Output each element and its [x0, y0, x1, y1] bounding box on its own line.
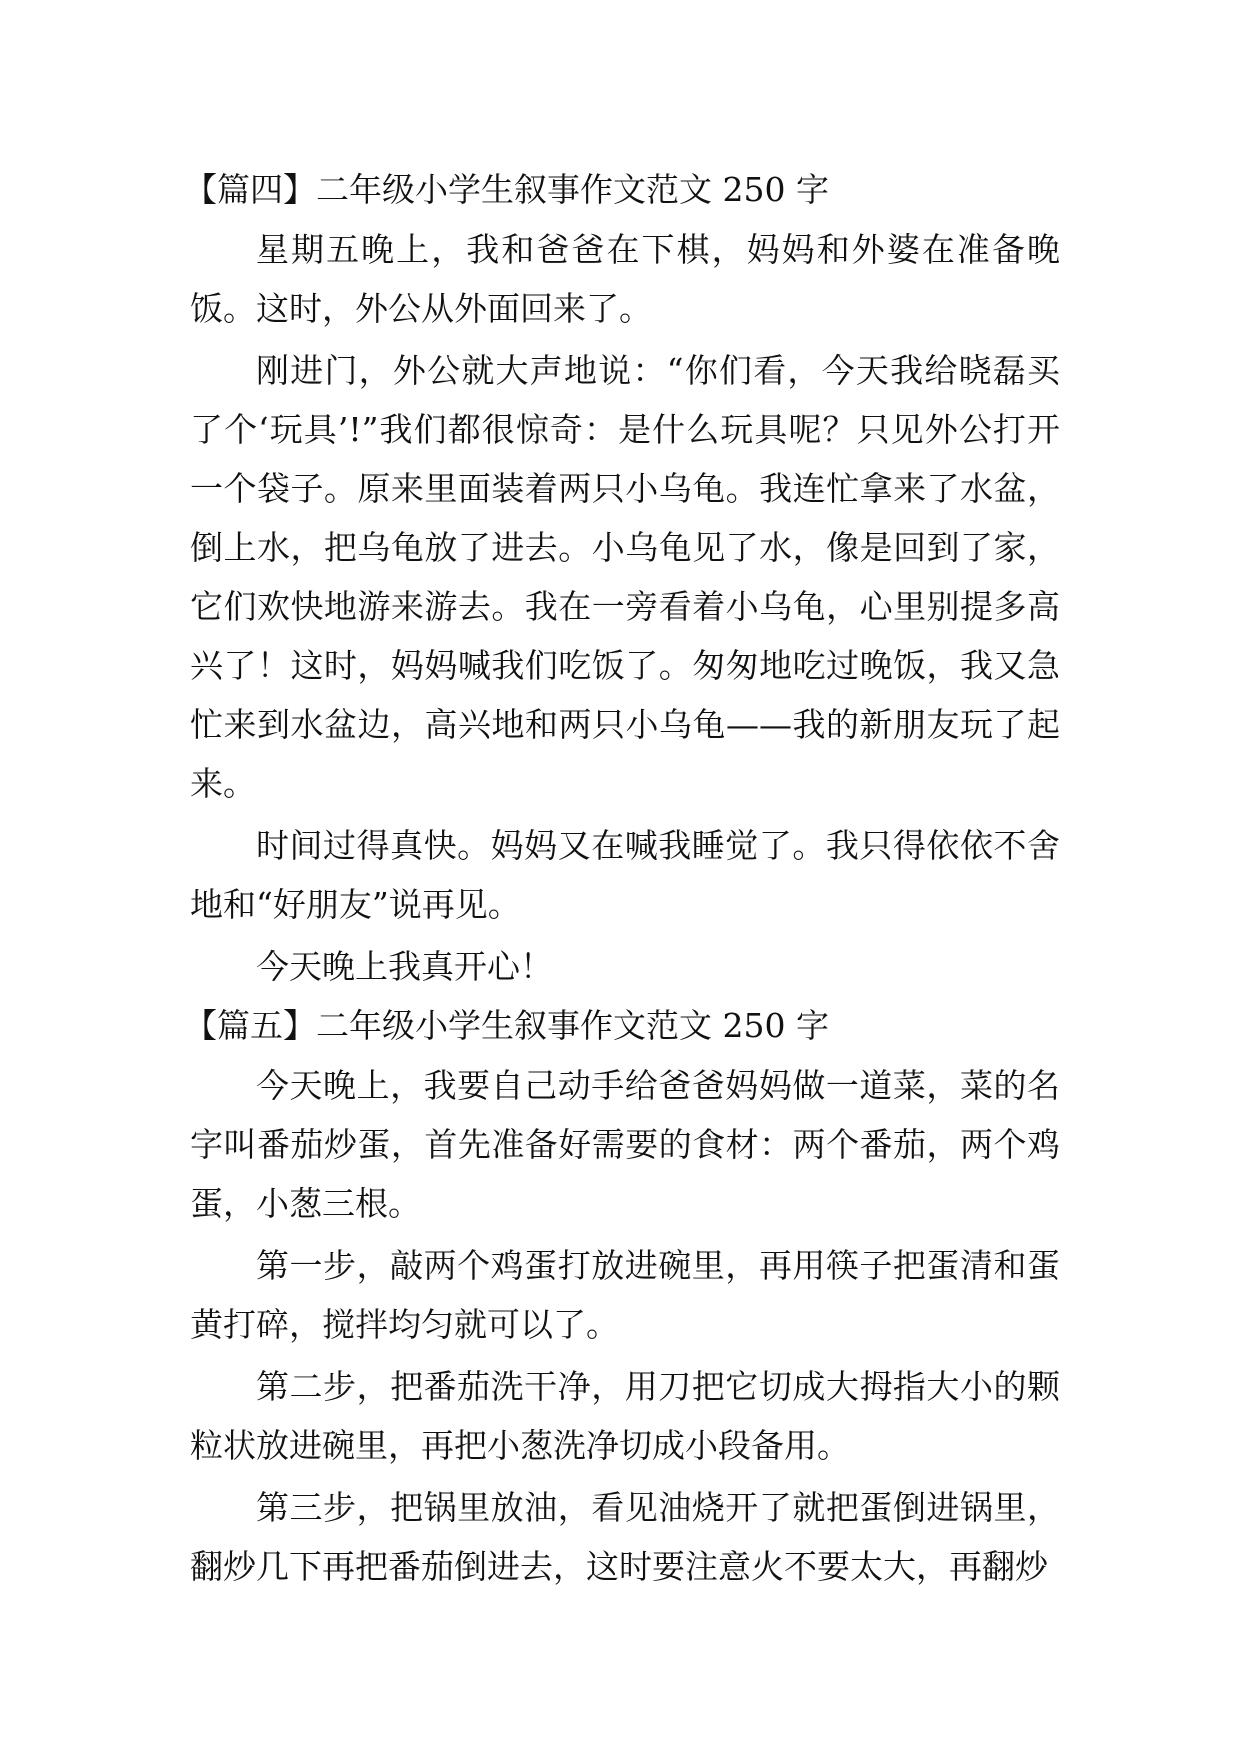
section-4-paragraph-3: 时间过得真快。妈妈又在喊我睡觉了。我只得依依不舍地和“好朋友”说再见。	[190, 826, 1060, 924]
section-4-paragraph-4: 今天晚上我真开心！	[256, 947, 553, 986]
section-4-paragraph-1: 星期五晚上，我和爸爸在下棋，妈妈和外婆在准备晚饭。这时，外公从外面回来了。	[190, 230, 1060, 328]
section-4-paragraph-2: 刚进门，外公就大声地说：“你们看，今天我给晓磊买了个‘玩具’!”我们都很惊奇：是什么玩具呢？只见外公打开一个袋子。原来里面装着两只小乌龟。我连忙拿来了水盆，倒上水，把乌龟放了进去。小乌龟见了水，像是回到了家，它们欢快地游来游去。我在一旁看着小乌龟，心里别提多高兴了！这时，妈妈喊我们吃饭了。匆匆地吃过晚饭，我又急忙来到水盆边，高兴地和两只小乌龟——我的新朋友玩了起来。	[190, 351, 1060, 803]
section-4-heading: 【篇四】二年级小学生叙事作文范文 250 字	[184, 170, 829, 209]
section-5-paragraph-3: 第二步，把番茄洗干净，用刀把它切成大拇指大小的颗粒状放进碗里，再把小葱洗净切成小段备用。	[190, 1367, 1060, 1465]
section-5-heading: 【篇五】二年级小学生叙事作文范文 250 字	[184, 1006, 829, 1045]
section-5-paragraph-2: 第一步，敲两个鸡蛋打放进碗里，再用筷子把蛋清和蛋黄打碎，搅拌均匀就可以了。	[190, 1246, 1060, 1344]
section-5-paragraph-1: 今天晚上，我要自己动手给爸爸妈妈做一道菜，菜的名字叫番茄炒蛋，首先准备好需要的食材：两个番茄，两个鸡蛋，小葱三根。	[190, 1066, 1060, 1223]
document-body	[184, 160, 1060, 1596]
section-5-paragraph-4: 第三步，把锅里放油，看见油烧开了就把蛋倒进锅里，翻炒几下再把番茄倒进去，这时要注意火不要太大，再翻炒	[190, 1488, 1060, 1586]
